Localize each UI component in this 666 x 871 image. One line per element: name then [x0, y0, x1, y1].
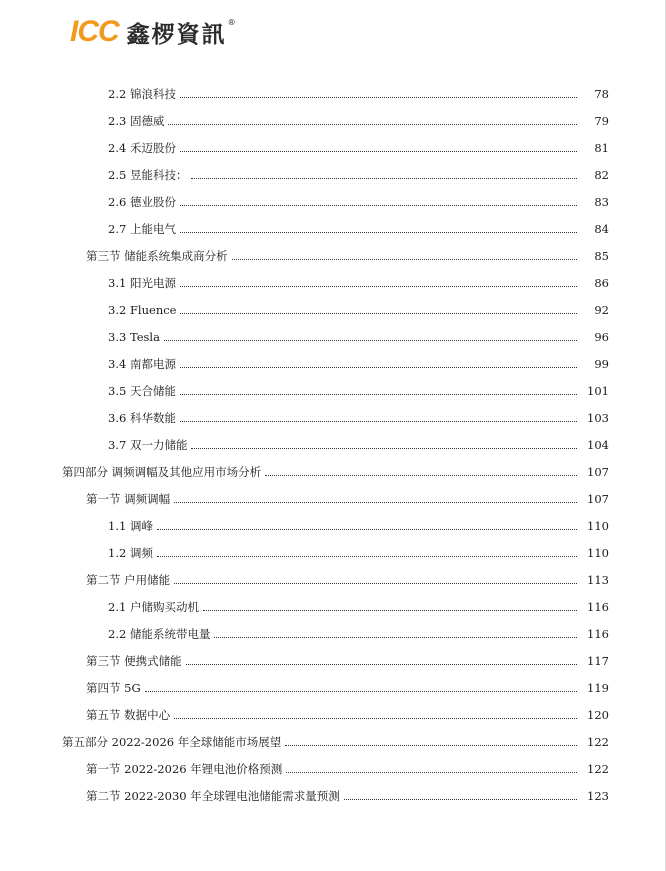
toc-entry[interactable] — [0, 483, 666, 510]
toc-entry-title: 第三节 储能系统集成商分析 — [86, 249, 228, 263]
toc-entry[interactable] — [0, 780, 666, 807]
toc-entry-page: 113 — [587, 573, 609, 587]
toc-entry-page: 116 — [587, 627, 609, 641]
toc-leader-dots — [186, 664, 577, 665]
toc-entry[interactable] — [0, 672, 666, 699]
toc-entry-page: 107 — [587, 492, 609, 506]
toc-leader-dots — [145, 691, 577, 692]
toc-entry-title: 2.4 禾迈股份 — [108, 141, 176, 155]
toc-entry[interactable] — [0, 267, 666, 294]
toc-entry[interactable] — [0, 537, 666, 564]
toc-entry-page: 122 — [587, 735, 609, 749]
toc-entry[interactable] — [0, 159, 666, 186]
toc-entry-page: 96 — [594, 330, 609, 344]
toc-entry-page: 123 — [587, 789, 609, 803]
toc-entry-title: 第五部分 2022-2026 年全球储能市场展望 — [62, 735, 282, 749]
toc-entry-title: 3.6 科华数能 — [108, 411, 176, 425]
toc-entry-title: 第一节 调频调幅 — [86, 492, 171, 506]
toc-entry-page: 82 — [594, 168, 609, 182]
toc-leader-dots — [214, 637, 577, 638]
toc-leader-dots — [180, 232, 577, 233]
toc-leader-dots — [180, 205, 577, 206]
toc-entry-title: 3.4 南都电源 — [108, 357, 176, 371]
toc-entry-page: 103 — [587, 411, 609, 425]
toc-entry-page: 107 — [587, 465, 609, 479]
toc-entry-title: 2.5 昱能科技： — [108, 168, 188, 182]
toc-leader-dots — [180, 421, 577, 422]
toc-entry[interactable] — [0, 591, 666, 618]
toc-entry-page: 120 — [587, 708, 609, 722]
logo-registered-mark: ® — [227, 18, 236, 27]
toc-entry-title: 3.7 双一力储能 — [108, 438, 188, 452]
toc-leader-dots — [180, 394, 577, 395]
toc-entry-page: 117 — [587, 654, 609, 668]
logo-chinese: 鑫椤資訊 — [126, 21, 227, 48]
toc-leader-dots — [191, 448, 577, 449]
toc-entry[interactable] — [0, 213, 666, 240]
toc-entry[interactable] — [0, 456, 666, 483]
toc-leader-dots — [180, 97, 577, 98]
toc-entry-title: 2.1 户储购买动机 — [108, 600, 199, 614]
toc-entry-page: 119 — [587, 681, 609, 695]
toc-entry-title: 第五节 数据中心 — [86, 708, 171, 722]
toc-entry[interactable] — [0, 510, 666, 537]
toc-entry[interactable] — [0, 132, 666, 159]
toc-entry[interactable] — [0, 618, 666, 645]
toc-entry[interactable] — [0, 699, 666, 726]
toc-entry-title: 1.2 调频 — [108, 546, 153, 560]
table-of-contents — [0, 78, 666, 807]
toc-entry-page: 101 — [587, 384, 609, 398]
logo-latin: ICC — [70, 15, 119, 48]
toc-leader-dots — [191, 178, 577, 179]
toc-entry-page: 84 — [594, 222, 609, 236]
toc-entry[interactable] — [0, 321, 666, 348]
toc-leader-dots — [157, 556, 577, 557]
toc-entry-title: 2.2 锦浪科技 — [108, 87, 176, 101]
toc-entry[interactable] — [0, 78, 666, 105]
toc-leader-dots — [168, 124, 577, 125]
toc-entry-title: 第三节 便携式储能 — [86, 654, 182, 668]
toc-entry[interactable] — [0, 375, 666, 402]
toc-entry-title: 3.5 天合储能 — [108, 384, 176, 398]
toc-leader-dots — [180, 286, 577, 287]
toc-entry-title: 第二节 户用储能 — [86, 573, 171, 587]
toc-entry-page: 110 — [587, 519, 609, 533]
toc-entry-title: 1.1 调峰 — [108, 519, 153, 533]
toc-leader-dots — [265, 475, 577, 476]
toc-leader-dots — [164, 340, 577, 341]
toc-entry-title: 第四节 5G — [86, 681, 141, 695]
toc-entry-page: 92 — [594, 303, 609, 317]
toc-entry[interactable] — [0, 726, 666, 753]
toc-entry-page: 79 — [594, 114, 609, 128]
toc-entry-page: 99 — [594, 357, 609, 371]
toc-leader-dots — [174, 718, 577, 719]
toc-entry-title: 第二节 2022-2030 年全球锂电池储能需求量预测 — [86, 789, 340, 803]
toc-entry-page: 104 — [587, 438, 609, 452]
toc-entry-page: 83 — [594, 195, 609, 209]
toc-entry-title: 2.7 上能电气 — [108, 222, 176, 236]
toc-entry[interactable] — [0, 240, 666, 267]
toc-leader-dots — [344, 799, 577, 800]
toc-leader-dots — [180, 151, 577, 152]
toc-leader-dots — [174, 583, 577, 584]
toc-entry[interactable] — [0, 294, 666, 321]
toc-entry[interactable] — [0, 186, 666, 213]
brand-logo — [70, 14, 236, 50]
toc-entry-title: 2.2 储能系统带电量 — [108, 627, 211, 641]
toc-entry[interactable] — [0, 564, 666, 591]
toc-entry-title: 3.2 Fluence — [108, 303, 177, 317]
toc-entry-title: 3.1 阳光电源 — [108, 276, 176, 290]
toc-leader-dots — [174, 502, 577, 503]
toc-entry-page: 78 — [594, 87, 609, 101]
toc-entry-title: 2.3 固德威 — [108, 114, 165, 128]
toc-leader-dots — [180, 313, 577, 314]
toc-entry-title: 第四部分 调频调幅及其他应用市场分析 — [62, 465, 262, 479]
toc-entry-page: 116 — [587, 600, 609, 614]
toc-leader-dots — [232, 259, 577, 260]
toc-entry[interactable] — [0, 429, 666, 456]
toc-entry-title: 3.3 Tesla — [108, 330, 160, 344]
toc-leader-dots — [180, 367, 577, 368]
toc-entry-title: 2.6 德业股份 — [108, 195, 176, 209]
toc-entry[interactable] — [0, 402, 666, 429]
toc-entry-page: 122 — [587, 762, 609, 776]
toc-entry[interactable] — [0, 348, 666, 375]
toc-leader-dots — [285, 745, 577, 746]
toc-leader-dots — [286, 772, 577, 773]
toc-entry-page: 86 — [594, 276, 609, 290]
toc-entry-page: 110 — [587, 546, 609, 560]
toc-entry[interactable] — [0, 645, 666, 672]
toc-entry-title: 第一节 2022-2026 年锂电池价格预测 — [86, 762, 283, 776]
toc-entry[interactable] — [0, 753, 666, 780]
toc-leader-dots — [203, 610, 577, 611]
toc-entry-page: 85 — [594, 249, 609, 263]
toc-entry[interactable] — [0, 105, 666, 132]
toc-leader-dots — [157, 529, 577, 530]
toc-entry-page: 81 — [594, 141, 609, 155]
